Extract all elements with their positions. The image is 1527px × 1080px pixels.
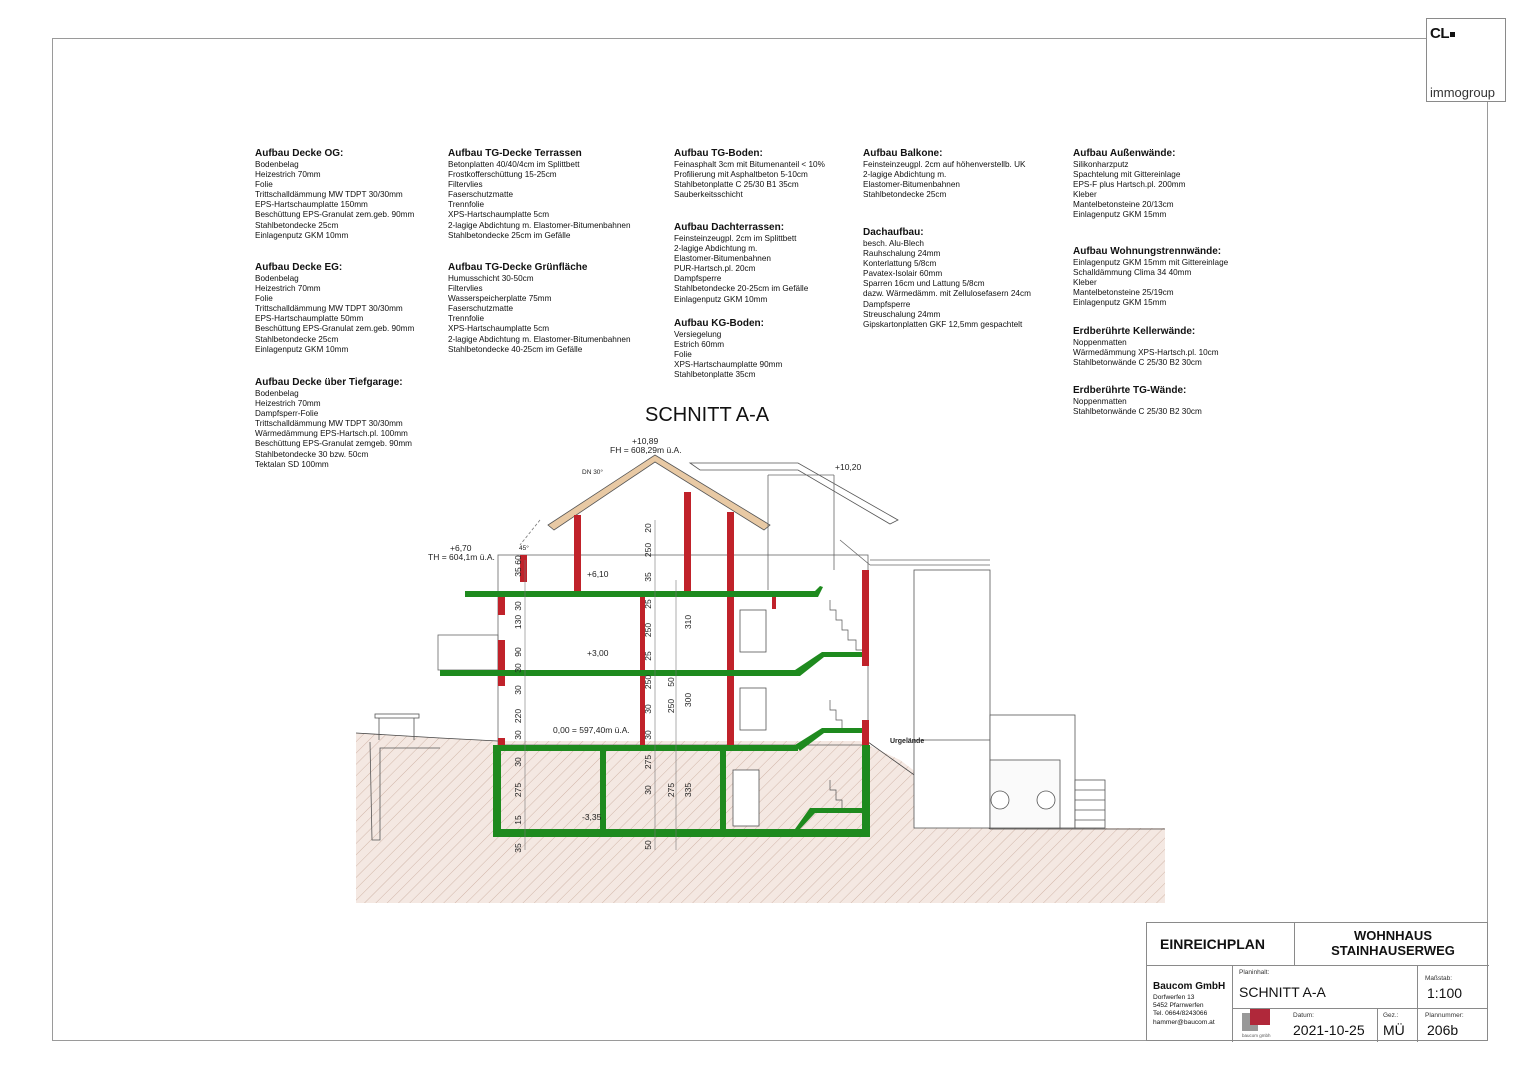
spec-item: Trennfolie (448, 314, 485, 324)
dimension-label: 35 (513, 567, 523, 577)
address-line: 5452 Pfarrwerfen (1153, 1002, 1204, 1010)
spec-item: Sparren 16cm und Lattung 5/8cm (863, 279, 985, 289)
spec-item: Beschüttung EPS-Granulat zemgeb. 90mm (255, 439, 413, 449)
spec-item: Pavatex-Isolair 60mm (863, 269, 943, 279)
dimension-label: 30 (643, 730, 653, 740)
spec-item: Stahlbetonwände C 25/30 B2 30cm (1073, 407, 1202, 417)
spec-item: Folie (255, 294, 273, 304)
spec-title: Aufbau Außenwände: (1073, 148, 1176, 159)
spec-title: Aufbau Dachterrassen: (674, 222, 785, 233)
spec-title: Aufbau Decke über Tiefgarage: (255, 377, 403, 388)
spec-item: Streuschalung 24mm (863, 309, 941, 319)
spec-item: 2-lagige Abdichtung m. (863, 170, 947, 180)
project-line-1: WOHNHAUS (1354, 928, 1432, 943)
spec-item: Elastomer-Bitumenbahnen (674, 254, 771, 264)
dimension-label: 25 (643, 599, 653, 609)
plan-no-value: 206b (1427, 1022, 1459, 1038)
eave-level: +6,70 (450, 543, 472, 553)
spec-item: Bodenbelag (255, 274, 299, 283)
spec-item: Einlagenputz GKM 10mm (255, 230, 349, 240)
spec-item: Tektalan SD 100mm (255, 459, 329, 469)
spec-item: PUR-Hartsch.pl. 20cm (674, 264, 756, 274)
dimension-label: 250 (643, 622, 653, 638)
spec-item: EPS-F plus Hartsch.pl. 200mm (1073, 180, 1186, 190)
address-line: hammer@baucom.at (1153, 1018, 1215, 1026)
plan-no-label: Plannummer: (1425, 1012, 1464, 1019)
angle-label: 45° (519, 545, 529, 552)
spec-item: XPS-Hartschaumplatte 90mm (674, 360, 783, 370)
level-3: +3,00 (587, 648, 609, 658)
spec-item: Stahlbetondecke 25cm (255, 334, 339, 344)
dimension-label: 275 (513, 782, 523, 798)
dimension-label: 50 (643, 840, 653, 850)
spec-item: Gipskartonplatten GKF 12,5mm gespachtelt (863, 319, 1023, 329)
dimension-label: 250 (643, 542, 653, 558)
roof-pitch: DN 30° (582, 469, 604, 476)
spec-item: Elastomer-Bitumenbahnen (863, 180, 960, 190)
date-value: 2021-10-25 (1293, 1022, 1365, 1038)
spec-item: Stahlbetondecke 25cm im Gefälle (448, 230, 571, 240)
spec-title: Aufbau TG-Boden: (674, 148, 763, 159)
spec-item: Bodenbelag (255, 389, 299, 398)
spec-item: Heizestrich 70mm (255, 399, 321, 409)
spec-title: Aufbau TG-Decke Terrassen (448, 148, 582, 159)
company-name: Baucom GmbH (1153, 981, 1226, 992)
spec-item: XPS-Hartschaumplatte 5cm (448, 210, 550, 220)
spec-item: Heizestrich 70mm (255, 170, 321, 180)
scale-value: 1:100 (1427, 985, 1463, 1001)
spec-title: Erdberührte TG-Wände: (1073, 385, 1187, 396)
scale-label: Maßstab: (1425, 975, 1453, 982)
content-label: Planinhalt: (1239, 969, 1270, 976)
address-line: Dorfwerfen 13 (1153, 994, 1195, 1001)
spec-item: Trittschalldämmung MW TDPT 30/30mm (255, 419, 403, 429)
spec-item: Wärmedämmung XPS-Hartsch.pl. 10cm (1073, 348, 1219, 358)
spec-item: Feinsteinzeugpl. 2cm im Splittbett (674, 234, 797, 243)
spec-title: Erdberührte Kellerwände: (1073, 326, 1196, 337)
spec-item: Folie (255, 180, 273, 190)
spec-item: Kleber (1073, 190, 1097, 200)
address-line: Tel. 0664/8243066 (1153, 1010, 1208, 1018)
spec-item: Dampfsperre (674, 274, 722, 284)
ridge-abs-level: FH = 608,29m ü.A. (610, 445, 682, 455)
spec-item: Feinsteinzeugpl. 2cm auf höhenverstellb. UK (863, 160, 1026, 169)
spec-item: Einlagenputz GKM 10mm (255, 344, 349, 354)
dimension-label: 275 (643, 754, 653, 770)
spec-item: Noppenmatten (1073, 397, 1127, 406)
dimension-label: 220 (513, 708, 523, 724)
ridge-level: +10,89 (632, 436, 659, 446)
spec-title: Aufbau Decke EG: (255, 262, 343, 273)
spec-item: Heizestrich 70mm (255, 284, 321, 294)
terrain-label: Urgelände (890, 738, 925, 745)
dimension-label: 30 (513, 757, 523, 767)
spec-item: Stahlbetondecke 20-25cm im Gefälle (674, 284, 809, 294)
eave-abs-level: TH = 604,1m ü.A. (428, 552, 495, 562)
dimension-label: 275 (666, 782, 676, 798)
content-value: SCHNITT A-A (1239, 984, 1326, 1000)
dimension-label: 90 (513, 647, 523, 657)
spec-item: Wasserspeicherplatte 75mm (448, 294, 552, 304)
company-address (1153, 994, 1215, 1027)
spec-item: Sauberkeitsschicht (674, 190, 743, 200)
spec-item: Bodenbelag (255, 160, 299, 169)
spec-item: Kleber (1073, 278, 1097, 288)
spec-item: Beschüttung EPS-Granulat zem.geb. 90mm (255, 324, 415, 334)
dimension-label: 60 (513, 555, 523, 565)
dimension-label: 250 (666, 698, 676, 714)
spec-item: Beschüttung EPS-Granulat zem.geb. 90mm (255, 210, 415, 220)
spec-item: Mantelbetonsteine 25/19cm (1073, 288, 1174, 298)
level-0: 0,00 = 597,40m ü.A. (553, 725, 630, 735)
dimension-label: 30 (513, 685, 523, 695)
spec-item: Frostkofferschüttung 15-25cm (448, 170, 557, 180)
dimension-label: 50 (666, 677, 676, 687)
spec-item: Trittschalldämmung MW TDPT 30/30mm (255, 190, 403, 200)
baucom-logo-caption: baucom gmbh (1242, 1033, 1271, 1038)
spec-item: Stahlbetondecke 40-25cm im Gefälle (448, 344, 583, 354)
spec-item: Trennfolie (448, 200, 485, 210)
spec-item: Mantelbetonsteine 20/13cm (1073, 200, 1174, 210)
spec-item: 2-lagige Abdichtung m. Elastomer-Bitumenbahnen (448, 220, 631, 230)
drawn-label: Gez.: (1383, 1012, 1399, 1019)
spec-item: Dampfsperr-Folie (255, 409, 319, 419)
spec-item: Folie (674, 350, 692, 360)
spec-title: Dachaufbau: (863, 227, 924, 238)
spec-item: Versiegelung (674, 330, 722, 339)
spec-item: besch. Alu-Blech (863, 239, 924, 248)
dimension-label: 310 (683, 614, 693, 630)
dimension-label: 250 (643, 674, 653, 690)
spec-item: Filtervlies (448, 180, 483, 190)
dimension-label: 25 (643, 651, 653, 661)
spec-item: Rauhschalung 24mm (863, 249, 941, 259)
spec-item: Silikonharzputz (1073, 160, 1129, 169)
dimension-label: 30 (643, 785, 653, 795)
dimension-label: 30 (513, 601, 523, 611)
project-line-2: STAINHAUSERWEG (1331, 943, 1455, 958)
dimension-label: 35 (513, 843, 523, 853)
spec-item: EPS-Hartschaumplatte 150mm (255, 200, 368, 210)
spec-title: Aufbau Wohnungstrennwände: (1073, 246, 1222, 257)
spec-item: Stahlbetondecke 25cm (863, 190, 947, 200)
spec-title: Aufbau Balkone: (863, 148, 943, 159)
adjacent-building (914, 570, 1105, 828)
dimension-label: 300 (683, 692, 693, 708)
spec-item: Trittschalldämmung MW TDPT 30/30mm (255, 304, 403, 314)
spec-item: Profilierung mit Asphaltbeton 5-10cm (674, 170, 808, 180)
spec-item: Wärmedämmung EPS-Hartsch.pl. 100mm (255, 429, 408, 439)
spec-item: Stahlbetonplatte 35cm (674, 370, 756, 380)
drawn-value: MÜ (1383, 1022, 1405, 1038)
spec-item: Einlagenputz GKM 15mm mit Gittereinlage (1073, 258, 1229, 267)
spec-item: Stahlbetonplatte C 25/30 B1 35cm (674, 180, 799, 190)
spec-item: Estrich 60mm (674, 340, 725, 350)
dimension-label: 15 (513, 815, 523, 825)
title-block (1146, 922, 1488, 1041)
dimension-label: 35 (643, 572, 653, 582)
spec-item: Filtervlies (448, 284, 483, 294)
spec-item: Faserschutzmatte (448, 190, 514, 200)
project-title (1297, 928, 1489, 958)
spec-title: Aufbau TG-Decke Grünfläche (448, 262, 588, 273)
date-label: Datum: (1293, 1012, 1314, 1019)
logo-text: immogroup (1430, 85, 1496, 100)
spec-item: Stahlbetondecke 30 bzw. 50cm (255, 449, 369, 459)
spec-item: Einlagenputz GKM 15mm (1073, 210, 1167, 220)
spec-item: Spachtelung mit Gittereinlage (1073, 170, 1181, 180)
right-top-level: +10,20 (835, 462, 862, 472)
spec-item: XPS-Hartschaumplatte 5cm (448, 324, 550, 334)
spec-item: 2-lagige Abdichtung m. (674, 244, 758, 254)
spec-item: EPS-Hartschaumplatte 50mm (255, 314, 364, 324)
baucom-logo (1242, 1009, 1274, 1038)
spec-item: Konterlattung 5/8cm (863, 259, 937, 269)
dimension-label: 130 (513, 614, 523, 630)
spec-item: Humusschicht 30-50cm (448, 274, 534, 283)
plan-type: EINREICHPLAN (1160, 936, 1266, 952)
spec-item: 2-lagige Abdichtung m. Elastomer-Bitumenbahnen (448, 334, 631, 344)
dimension-label: 20 (643, 523, 653, 533)
spec-item: dazw. Wärmedämm. mit Zellulosefasern 24cm (863, 289, 1031, 299)
spec-item: Betonplatten 40/40/4cm im Splittbett (448, 160, 580, 169)
spec-item: Stahlbetonwände C 25/30 B2 30cm (1073, 358, 1202, 368)
dimension-label: 30 (513, 730, 523, 740)
dimension-label: 30 (643, 704, 653, 714)
spec-item: Feinasphalt 3cm mit Bitumenanteil < 10% (674, 160, 825, 169)
level-basement: -3,35 (582, 812, 602, 822)
spec-item: Schalldämmung Clima 34 40mm (1073, 268, 1192, 278)
spec-item: Noppenmatten (1073, 338, 1127, 347)
logo-mark: CL (1430, 25, 1455, 42)
spec-title: Aufbau Decke OG: (255, 148, 344, 159)
spec-title: Aufbau KG-Boden: (674, 318, 764, 329)
spec-item: Stahlbetondecke 25cm (255, 220, 339, 230)
dimension-label: 30 (513, 663, 523, 673)
section-title: SCHNITT A-A (645, 404, 770, 426)
spec-item: Dampfsperre (863, 299, 911, 309)
level-6: +6,10 (587, 569, 609, 579)
spec-item: Faserschutzmatte (448, 304, 514, 314)
dimension-label: 335 (683, 782, 693, 798)
spec-item: Einlagenputz GKM 15mm (1073, 298, 1167, 308)
spec-item: Einlagenputz GKM 10mm (674, 294, 768, 304)
